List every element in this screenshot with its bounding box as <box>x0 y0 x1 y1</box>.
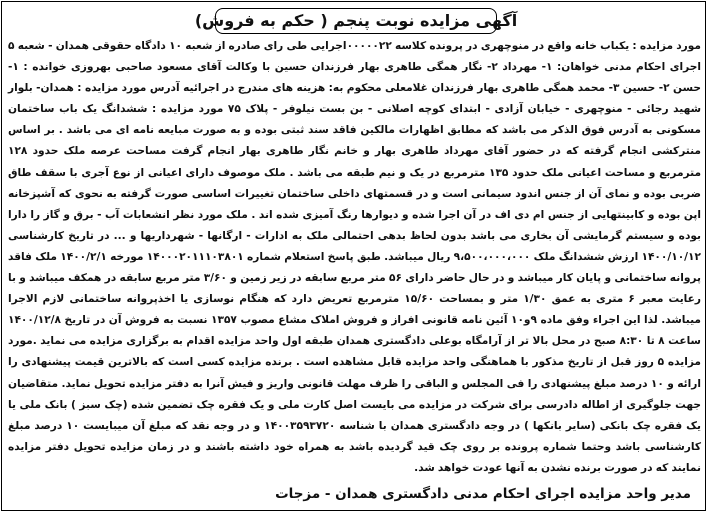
notice-signature: مدیر واحد مزایده اجرای احکام مدنی دادگستری همدان - مزجات <box>275 486 691 502</box>
notice-title: آگهی مزایده نوبت پنجم ( حکم به فروش) <box>194 11 518 30</box>
notice-title-box <box>194 8 518 34</box>
notice-body: مورد مزایده : یکباب خانه واقع در منوچهری در پرونده کلاسه ۰۰۰۰۰۲۲اجرایی طی رای صادره از شعبه ۱۰ دادگاه حقوقی همدان - شعبه ۵ اجرای احکام مدنی خواهان: ۱- مهرداد ۲- نگار همگی طاهری بهار فرزندان حسین با وکالت آقای مسعود صاحبی بهروزی خوانده : ۱- حسن ۲- حسین ۳- محمد همگی طاهری بهار فرزندان غلامعلی محکوم به: هزینه های مندرج در اجرائیه آدرس مورد مزایده : همدان- بلوار شهید رجائی - منوچهری - خیابان آزادی - ابتدای کوچه اصلانی - بن بست نیلوفر - پلاک ۷۵ مورد مزایده : ششدانگ یک باب ساختمان مسکونی به آدرس فوق الذکر می باشد که مطابق اظهارات مالکین فاقد سند ثبتی بوده و به صورت مبایعه نامه ای می باشد . بر اساس منترکشی انجام گرفته که در حضور آقای مهرداد طاهری بهار و خانم نگار طاهری بهار انجام گرفت مساحت عرصه ملک حدود ۱۲۸ مترمربع و مساحت اعیانی ملک حدود ۱۳۵ مترمربع در یک و نیم طبقه می باشد . ملک موصوف دارای اعیانی از نوع آجری با سقف طاق ضربی بوده و نمای آن از جنس اندود سیمانی است و در قسمتهای داخلی ساختمان تغییرات اساسی صورت گرفته به نحوی که آشپزخانه اپن بوده و کابینتهایی از جنس ام دی اف در آن اجرا شده و دیوارها رنگ آمیزی شده اند . ملک مورد نظر انشعابات آب - برق و گاز را دارا بوده و سیستم گرمایشی آن بخاری می باشد بدون لحاظ بدهی احتمالی ملک به ادارات - ارگانها - شهرداریها و ... در تاریخ کارشناسی ۱۴۰۰/۱۰/۱۲ ارزش ششدانگ ملک ۹،۵۰۰،۰۰۰،۰۰۰ ریال میباشد. طبق پاسخ استعلام شماره ۱۴۰۰۰۲۰۱۱۱۰۳۸۰۱ مورخه ۱۴۰۰/۲/۱ ملک فاقد پروانه ساختمانی و پایان کار میباشد و در حال حاضر دارای ۵۶ متر مربع سابقه در زیر زمین و ۳/۶۰ متر مربع سابقه در همکف میباشد و با رعایت معبر ۶ متری به عمق ۱/۳۰ متر و بمساحت ۱۵/۶۰ مترمربع تعریض دارد که هنگام نوسازی یا اخذپروانه ساختمانی لازم الاجرا میباشد. لذا این اجراء وفق ماده ۹و۱۰ آئین نامه قانونی افراز و فروش املاک مشاع مصوب ۱۳۵۷ نسبت به فروش آن در تاریخ ۱۴۰۰/۱۲/۸ ساعت ۸ تا ۸:۳۰ صبح در محل بالا تر از آرامگاه بوعلی دادگستری همدان طبقه اول واحد مزایده اقدام به برگزاری مزایده می نماید .مورد مزایده ۵ روز قبل از تاریخ مذکور با هماهنگی واحد مزایده قابل مشاهده است . برنده مزایده کسی است که بالاترین قیمت پیشنهادی را ارائه و ۱۰ درصد مبلغ پیشنهادی را فی المجلس و الباقی را ظرف مهلت قانونی واریز و فیش آنرا به دفتر مزایده تحویل نماید. متقاضیان جهت جلوگیری از اطاله دادرسی برای شرکت در مزایده می بایست اصل کارت ملی و یک فقره چک تضمین شده (چک سبز ) بانک ملی یا یک فقره چک بانکی (سایر بانکها ) در وجه دادگستری همدان با شناسه ۱۴۰۰۳۵۹۳۷۲۰ و در وجه نقد که مبلغ آن میبایست ۱۰ درصد مبلغ کارشناسی باشد وحتما شماره پرونده بر روی چک قید گردیده باشد به همراه خود داشته باشند و در زمان مزایده تحویل دفتر مزایده نمایند که در صورت برنده نشدن به آنها عودت خواهد شد. <box>8 40 702 474</box>
